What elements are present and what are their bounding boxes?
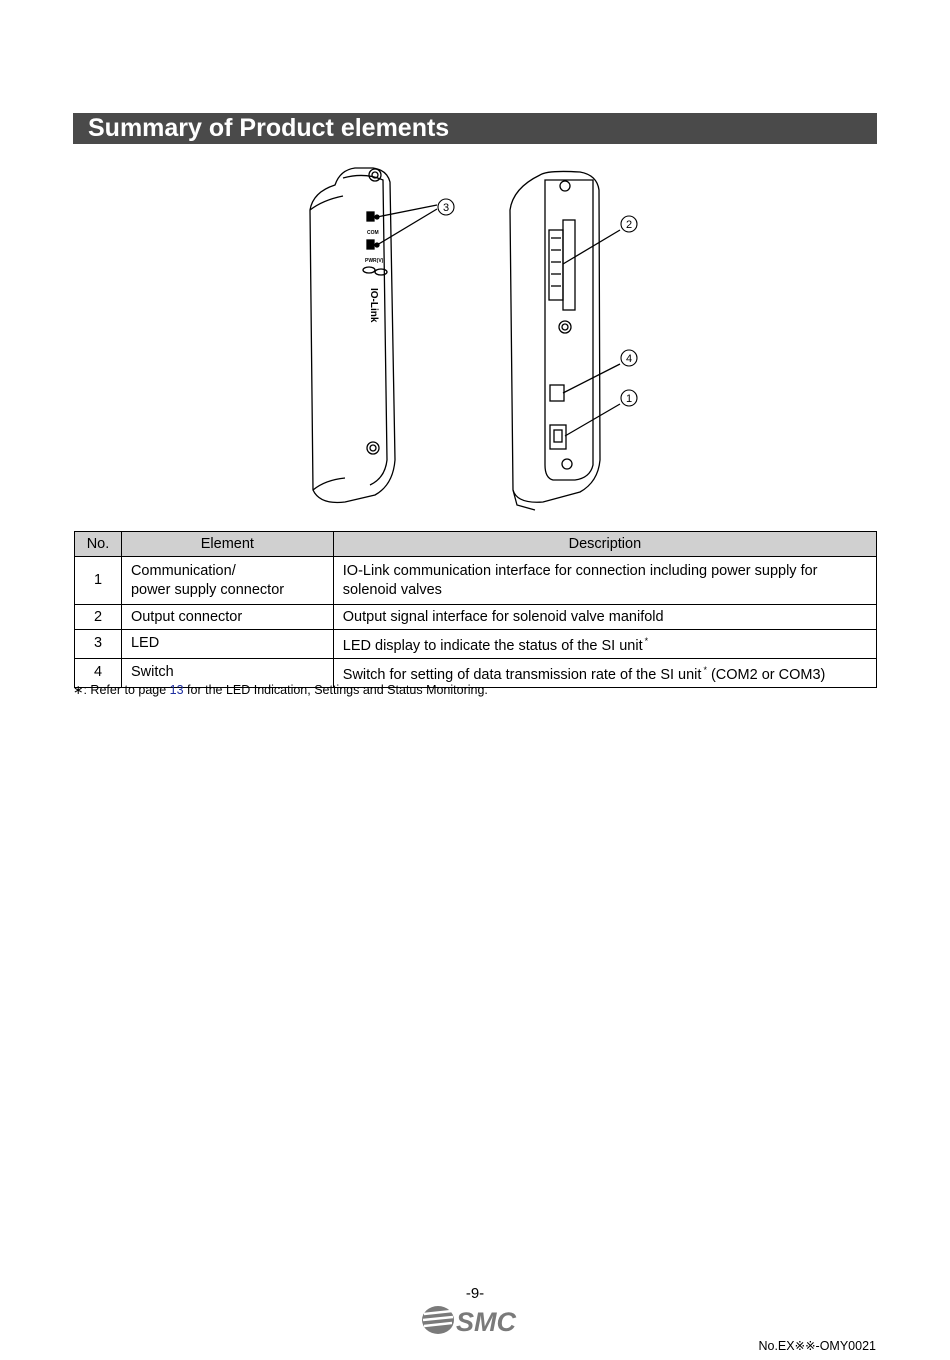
section-title: Summary of Product elements	[73, 113, 877, 144]
table-header-row	[75, 532, 877, 557]
callout-2: 2	[625, 219, 633, 231]
row-element: LED	[121, 630, 333, 659]
front-label-com: COM	[367, 230, 379, 236]
callout-4: 4	[625, 353, 633, 365]
row-description: Output signal interface for solenoid valve manifold	[333, 605, 876, 630]
row-description: Switch for setting of data transmission rate of the SI unit * (COM2 or COM3)	[333, 658, 876, 687]
row-element: Switch	[121, 658, 333, 687]
product-illustration	[295, 160, 655, 520]
si-unit-front-view	[310, 168, 395, 503]
table-row	[75, 557, 877, 605]
front-label-pwr: PWR(V)	[365, 258, 384, 264]
header-element: Element	[121, 532, 333, 557]
document-number: No.EX※※-OMY0021	[758, 1339, 876, 1353]
table-row	[75, 605, 877, 630]
callout-3: 3	[442, 202, 450, 214]
row-no: 2	[75, 605, 122, 630]
svg-text:SMC: SMC	[456, 1307, 516, 1337]
row-no: 4	[75, 658, 122, 687]
table-row	[75, 630, 877, 659]
row-no: 1	[75, 557, 122, 605]
row-no: 3	[75, 630, 122, 659]
row-element: Communication/ power supply connector	[121, 557, 333, 605]
product-elements-table	[74, 531, 877, 688]
row-element: Output connector	[121, 605, 333, 630]
callout-1: 1	[625, 393, 633, 405]
page-number: -9-	[465, 1285, 485, 1302]
io-link-logo-text: IO-Link	[368, 288, 379, 323]
si-unit-rear-view	[510, 171, 600, 510]
page-reference-link[interactable]: 13	[169, 683, 184, 697]
footnote-marker: *	[644, 636, 649, 646]
header-no: No.	[75, 532, 122, 557]
row-description: LED display to indicate the status of the SI unit *	[333, 630, 876, 659]
header-description: Description	[333, 532, 876, 557]
footnote: ∗: Refer to page 13 for the LED Indication, Settings and Status Monitoring.	[73, 683, 488, 697]
row-description: IO-Link communication interface for connection including power supply for solenoid valves	[333, 557, 876, 605]
smc-logo	[420, 1302, 532, 1338]
footnote-marker: *	[703, 664, 707, 675]
